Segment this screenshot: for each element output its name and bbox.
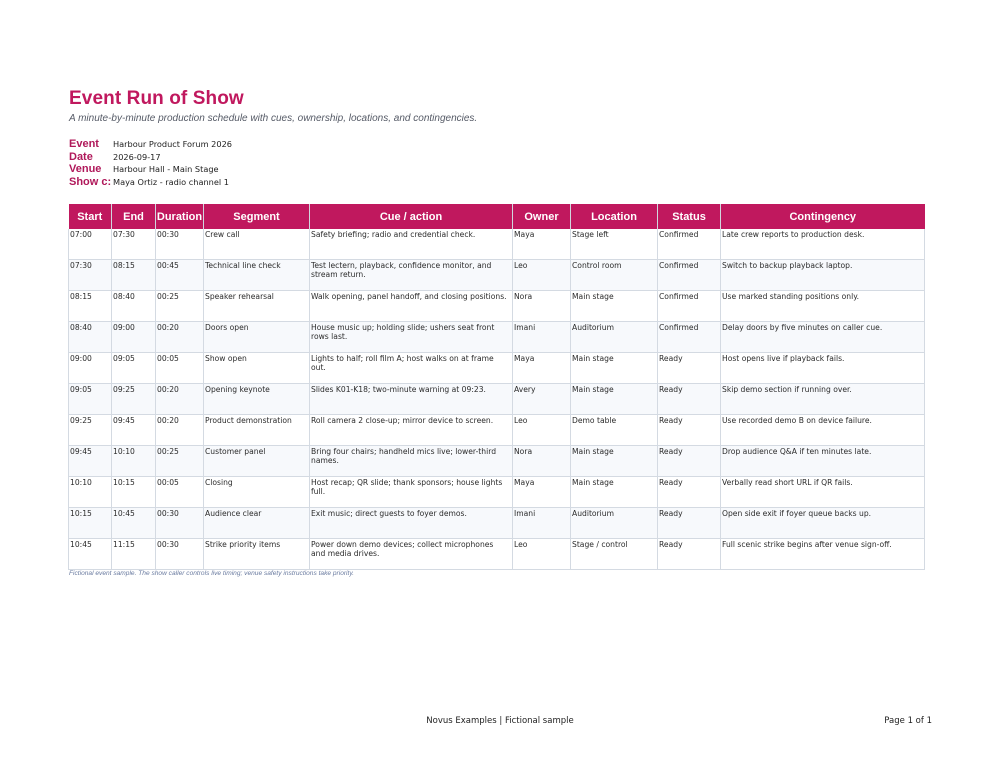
table-cell: Exit music; direct guests to foyer demos. <box>310 508 513 539</box>
table-cell: Skip demo section if running over. <box>721 384 925 415</box>
table-cell: Customer panel <box>204 446 310 477</box>
table-cell: Confirmed <box>658 291 721 322</box>
table-cell: 11:15 <box>112 539 156 570</box>
table-cell: Confirmed <box>658 260 721 291</box>
meta-row-date <box>69 151 232 164</box>
table-row <box>69 353 925 384</box>
table-cell: Full scenic strike begins after venue sign-off. <box>721 539 925 570</box>
table-cell: Crew call <box>204 229 310 260</box>
table-cell: 07:00 <box>69 229 112 260</box>
table-cell: Main stage <box>571 384 658 415</box>
table-cell: Ready <box>658 446 721 477</box>
table-cell: Host recap; QR slide; thank sponsors; house lights full. <box>310 477 513 508</box>
table-cell: 10:10 <box>112 446 156 477</box>
table-cell: 08:40 <box>69 322 112 353</box>
table-cell: Technical line check <box>204 260 310 291</box>
column-header: Location <box>571 204 658 229</box>
meta-row-show-caller <box>69 176 232 189</box>
table-cell: House music up; holding slide; ushers seat front rows last. <box>310 322 513 353</box>
table-cell: 10:45 <box>69 539 112 570</box>
table-cell: Main stage <box>571 291 658 322</box>
table-cell: Leo <box>513 260 571 291</box>
table-row <box>69 322 925 353</box>
table-cell: 00:20 <box>156 415 204 446</box>
table-cell: Main stage <box>571 446 658 477</box>
table-cell: Imani <box>513 508 571 539</box>
table-cell: Speaker rehearsal <box>204 291 310 322</box>
table-cell: 00:05 <box>156 477 204 508</box>
table-row <box>69 260 925 291</box>
table-cell: Closing <box>204 477 310 508</box>
table-cell: Ready <box>658 508 721 539</box>
column-header: Cue / action <box>310 204 513 229</box>
table-cell: Auditorium <box>571 508 658 539</box>
footer-center-text: Novus Examples | Fictional sample <box>426 716 574 726</box>
table-row <box>69 291 925 322</box>
table-cell: Delay doors by five minutes on caller cue. <box>721 322 925 353</box>
page-number: Page 1 of 1 <box>884 716 932 726</box>
table-cell: 10:10 <box>69 477 112 508</box>
table-row <box>69 415 925 446</box>
table-cell: 09:25 <box>112 384 156 415</box>
table-cell: 00:05 <box>156 353 204 384</box>
table-cell: Use marked standing positions only. <box>721 291 925 322</box>
footnote: Fictional event sample. The show caller controls live timing; venue safety instructions take priority. <box>69 570 354 577</box>
table-cell: Bring four chairs; handheld mics live; lower-third names. <box>310 446 513 477</box>
table-cell: 00:25 <box>156 291 204 322</box>
meta-label: Date <box>69 150 93 163</box>
table-cell: 00:20 <box>156 322 204 353</box>
table-cell: 09:00 <box>112 322 156 353</box>
table-cell: 08:40 <box>112 291 156 322</box>
table-cell: Audience clear <box>204 508 310 539</box>
table-cell: Slides K01-K18; two-minute warning at 09:23. <box>310 384 513 415</box>
page-subtitle: A minute-by-minute production schedule with cues, ownership, locations, and contingencies. <box>69 113 478 124</box>
meta-value: Maya Ortiz - radio channel 1 <box>113 177 229 188</box>
table-cell: Ready <box>658 415 721 446</box>
table-cell: 00:30 <box>156 508 204 539</box>
table-cell: Doors open <box>204 322 310 353</box>
table-cell: 08:15 <box>112 260 156 291</box>
table-cell: Nora <box>513 291 571 322</box>
table-cell: Control room <box>571 260 658 291</box>
table-cell: Host opens live if playback fails. <box>721 353 925 384</box>
table-cell: 09:45 <box>112 415 156 446</box>
column-header: Status <box>658 204 721 229</box>
table-row <box>69 508 925 539</box>
table-cell: 09:25 <box>69 415 112 446</box>
table-cell: Strike priority items <box>204 539 310 570</box>
table-cell: Main stage <box>571 477 658 508</box>
meta-value: 2026-09-17 <box>113 151 161 162</box>
schedule-table <box>68 204 925 570</box>
meta-row-venue <box>69 163 232 176</box>
table-cell: 00:30 <box>156 539 204 570</box>
column-header: Contingency <box>721 204 925 229</box>
table-cell: Open side exit if foyer queue backs up. <box>721 508 925 539</box>
table-cell: Ready <box>658 384 721 415</box>
table-cell: Demo table <box>571 415 658 446</box>
table-header-row <box>69 204 925 229</box>
table-cell: Power down demo devices; collect microphones and media drives. <box>310 539 513 570</box>
meta-label: Venue <box>69 163 102 176</box>
table-cell: Ready <box>658 353 721 384</box>
table-cell: Maya <box>513 229 571 260</box>
table-cell: 00:25 <box>156 446 204 477</box>
meta-label: Event <box>69 138 99 151</box>
table-cell: Roll camera 2 close-up; mirror device to screen. <box>310 415 513 446</box>
table-cell: Confirmed <box>658 322 721 353</box>
table-cell: Nora <box>513 446 571 477</box>
table-cell: Auditorium <box>571 322 658 353</box>
table-cell: Stage / control <box>571 539 658 570</box>
table-cell: 00:45 <box>156 260 204 291</box>
column-header: Owner <box>513 204 571 229</box>
table-cell: Leo <box>513 539 571 570</box>
table-cell: 07:30 <box>69 260 112 291</box>
table-row <box>69 539 925 570</box>
column-header: Segment <box>204 204 310 229</box>
table-cell: Ready <box>658 539 721 570</box>
table-cell: 00:30 <box>156 229 204 260</box>
table-cell: 08:15 <box>69 291 112 322</box>
table-cell: Test lectern, playback, confidence monitor, and stream return. <box>310 260 513 291</box>
table-cell: Walk opening, panel handoff, and closing positions. <box>310 291 513 322</box>
table-cell: Product demonstration <box>204 415 310 446</box>
table-cell: Late crew reports to production desk. <box>721 229 925 260</box>
table-cell: Maya <box>513 477 571 508</box>
table-row <box>69 446 925 477</box>
table-cell: Main stage <box>571 353 658 384</box>
table-cell: 09:05 <box>69 384 112 415</box>
table-cell: Safety briefing; radio and credential check. <box>310 229 513 260</box>
table-cell: Switch to backup playback laptop. <box>721 260 925 291</box>
page-title: Event Run of Show <box>69 88 244 109</box>
table-cell: 10:45 <box>112 508 156 539</box>
table-cell: Leo <box>513 415 571 446</box>
table-cell: Imani <box>513 322 571 353</box>
table-cell: Confirmed <box>658 229 721 260</box>
table-cell: 10:15 <box>112 477 156 508</box>
table-row <box>69 229 925 260</box>
table-body <box>69 229 925 570</box>
meta-label: Show c: <box>69 176 112 189</box>
table-cell: 10:15 <box>69 508 112 539</box>
meta-value: Harbour Hall - Main Stage <box>113 164 219 175</box>
table-cell: Stage left <box>571 229 658 260</box>
event-meta <box>69 138 232 188</box>
column-header: End <box>112 204 156 229</box>
table-row <box>69 384 925 415</box>
table-cell: Lights to half; roll film A; host walks on at frame out. <box>310 353 513 384</box>
meta-value: Harbour Product Forum 2026 <box>113 139 232 150</box>
table-cell: Drop audience Q&A if ten minutes late. <box>721 446 925 477</box>
table-cell: 09:00 <box>69 353 112 384</box>
table-cell: Opening keynote <box>204 384 310 415</box>
table-cell: Maya <box>513 353 571 384</box>
table-cell: 07:30 <box>112 229 156 260</box>
table-cell: Use recorded demo B on device failure. <box>721 415 925 446</box>
meta-row-event <box>69 138 232 151</box>
table-cell: Verbally read short URL if QR fails. <box>721 477 925 508</box>
table-cell: Avery <box>513 384 571 415</box>
column-header: Start <box>69 204 112 229</box>
table-row <box>69 477 925 508</box>
table-cell: Ready <box>658 477 721 508</box>
table-cell: 00:20 <box>156 384 204 415</box>
column-header: Duration <box>156 204 204 229</box>
table-cell: 09:05 <box>112 353 156 384</box>
table-cell: Show open <box>204 353 310 384</box>
table-cell: 09:45 <box>69 446 112 477</box>
